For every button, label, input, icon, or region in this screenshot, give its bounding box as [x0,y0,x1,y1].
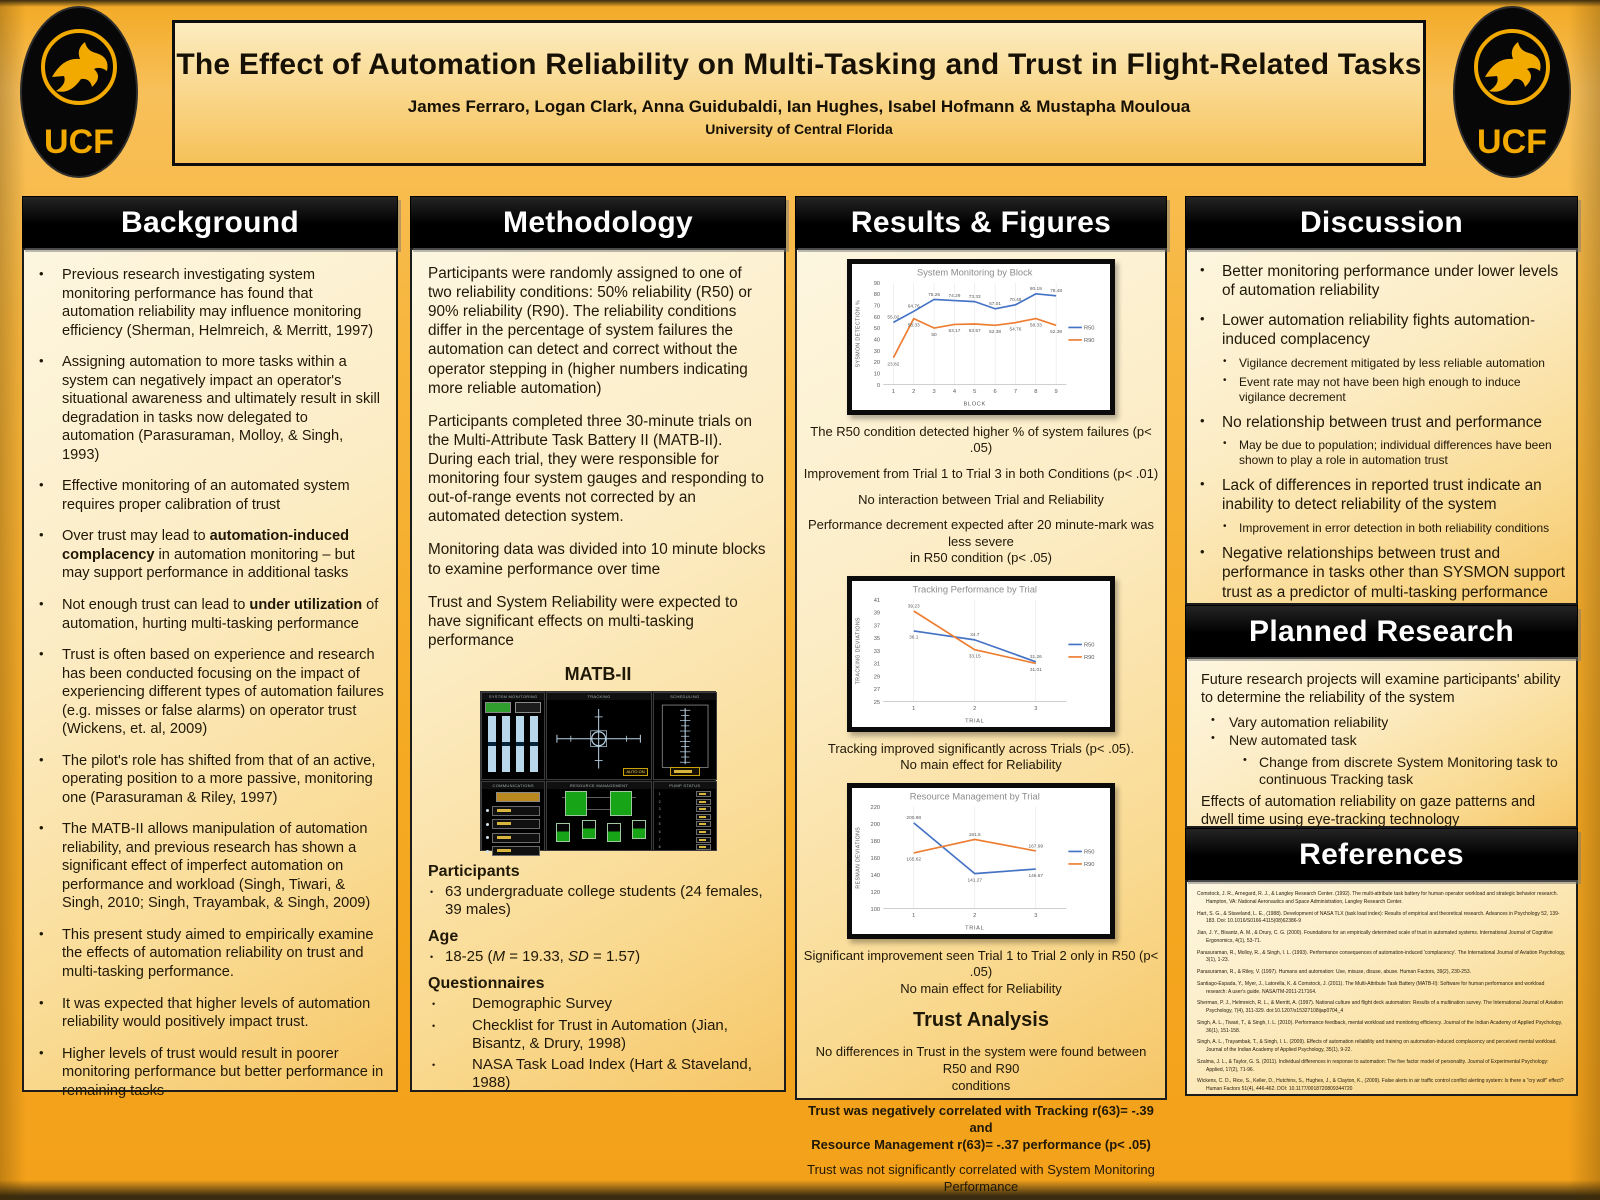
background-header: Background [22,196,398,248]
bullet-item [1223,521,1566,536]
bullet-item [34,752,384,808]
matb-tracking-panel [546,692,651,780]
results-panel [795,248,1167,1194]
svg-text:67.01: 67.01 [989,302,1002,308]
bullet-item [34,477,384,514]
svg-text:64.76: 64.76 [907,304,920,310]
trust-analysis-heading: Trust Analysis [913,1009,1049,1032]
methodology-section [410,196,786,1092]
svg-text:36.1: 36.1 [909,635,919,641]
svg-text:75.26: 75.26 [928,292,941,298]
sysmon-gauges [488,716,538,772]
resource-management-chart [847,783,1115,939]
svg-text:70.48: 70.48 [1009,298,1022,304]
bullet-marker: • [39,1044,44,1060]
chart-svg [852,264,1110,410]
bullet-text: Effects of automation reliability on gaze patterns and dwell time using eye-tracking technology [1201,793,1536,829]
reference-item: Parasuraman, R., & Riley, V. (1997). Humans and automation: Use, misuse, disuse, abuse. Human Factors, 39(2), 230-253. [1197,969,1472,975]
reference-item: Parasuraman, R., Molloy, R., & Singh, I. L. (1993). Performance consequences of automation-induced 'complacency'. The International Journal of Aviation Psychology, 3(1), 1-23. [1197,949,1566,964]
participants-list [428,883,768,920]
bullet-item [1243,754,1562,789]
paragraph: Trust and System Reliability were expected to have significant effects on multi-tasking performance [428,593,738,649]
bullet-text: It was expected that higher levels of automation reliability would positively impact trust. [62,995,371,1031]
svg-text:R90: R90 [1083,655,1095,662]
bullet-marker: • [1223,355,1227,367]
svg-text:80.19: 80.19 [1029,287,1042,293]
references-list [1197,891,1566,1094]
svg-text:141.27: 141.27 [967,878,983,884]
bullet-text: Effective monitoring of an automated system requires proper calibration of trust [62,478,350,513]
results-notes-chart3 [803,948,1159,998]
svg-text:58.33: 58.33 [1029,323,1042,329]
participants-label: Participants [428,862,520,880]
matb-resman-title: RESOURCE MANAGEMENT [547,782,650,789]
reference-item: Sherman, P. J., Helmreich, R. L., & Merritt, A. (1997). National culture and flight deck automation: Results of a multination survey. The International Journal of Aviation Psychology, 7(4), 311-329. doi:10.1207/s15327108ijap0704_4 [1197,1000,1563,1014]
svg-text:1: 1 [912,706,916,713]
bullet-item [34,820,384,913]
result-note: Trust was negatively correlated with Tracking r(63)= -.39 and Resource Management r(63)= -.37 performance (p< .05) [808,1103,1154,1152]
comm-radio-box [492,846,540,856]
bullet-item [34,995,384,1032]
bullet-item [34,266,384,340]
bullet-item [1223,438,1566,468]
bullet-marker: • [1200,262,1205,277]
svg-text:60: 60 [873,314,881,321]
svg-text:78.48: 78.48 [1050,289,1063,295]
svg-text:31.01: 31.01 [1029,668,1042,674]
result-note: No differences in Trust in the system were found between R50 and R90 conditions [815,1044,1147,1093]
trust-paragraphs [803,1044,1159,1195]
bullet-item [34,646,384,739]
background-panel [22,248,398,1099]
svg-text:3: 3 [1034,912,1038,919]
svg-text:35: 35 [873,636,881,643]
poster-authors: James Ferraro, Logan Clark, Anna Guidubaldi, Ian Hughes, Isabel Hofmann & Mustapha Mouloua [407,97,1191,116]
svg-text:6: 6 [993,388,997,395]
scheduling-elapsed-time [670,767,700,776]
planned-research-blocks [1201,671,1562,830]
background-section [22,196,398,1099]
svg-text:181.5: 181.5 [968,832,981,838]
svg-text:7: 7 [1013,388,1018,395]
bullet-marker: • [1223,374,1227,386]
matb-comm-panel [481,781,545,851]
bullet-item [1201,671,1562,708]
bullet-marker: • [39,595,44,611]
bullet-text: May be due to population; individual differences have been shown to play a role in automation trust [1239,438,1552,468]
ucf-logo-text: UCF [44,123,114,161]
bullet-text: Assigning automation to more tasks within a system can negatively impact an operator's situational awareness and ultimately result in skill degradation in tasks now delegated to automation (Parasuraman, Molloy, & Singh, 1993) [62,354,380,463]
bullet-marker: • [430,951,434,962]
svg-text:30: 30 [873,348,881,355]
bullet-text: Improvement in error detection in both reliability conditions [1239,520,1550,535]
svg-text:33.15: 33.15 [968,654,981,660]
matb-pump-title: PUMP STATUS [654,782,716,789]
scheduling-timeline [654,700,716,772]
matb-scheduling-panel [653,692,717,780]
discussion-panel [1185,248,1578,605]
bullet-item [34,926,384,982]
bullet-item [1201,793,1562,830]
bullet-item [34,596,384,633]
paragraph: Monitoring data was divided into 10 minute blocks to examine performance over time [428,541,766,578]
sysmon-ok-button [485,702,511,713]
svg-text:200.98: 200.98 [906,816,922,822]
bullet-text: Over trust may lead to automation-induced complacency in automation monitoring – but may support performance in additional tasks [62,528,355,582]
bullet-text: Checklist for Trust in Automation (Jian, Bisantz, & Drury, 1998) [472,1016,728,1052]
bullet-marker: • [39,353,44,369]
methodology-panel [410,248,786,1092]
bullet-marker: • [1243,753,1247,766]
svg-text:180: 180 [870,838,881,845]
svg-text:52.38: 52.38 [1050,330,1063,336]
bullet-item [1195,544,1566,602]
result-note: Tracking improved significantly across Trials (p< .05). No main effect for Reliability [827,740,1135,773]
bullet-marker: • [39,527,44,543]
matb-screenshot [480,691,716,851]
result-note: Trust was not significantly correlated with System Monitoring Performance [807,1162,1155,1194]
reference-item: Santiago-Espada, Y., Myer, J., Latorella, K. & Comstock, J. (2011). The Multi-Attribute Task Battery (MATB-II): Software for human performance and workload research: A user's guide. NASA/TM-2011-217164. [1197,980,1545,995]
bullet-marker: • [39,820,44,836]
bullet-text: Vigilance decrement mitigated by less reliable automation [1239,355,1545,370]
reference-item: Jian, J. Y., Bisantz, A. M., & Drury, C. G. (2000). Foundations for an empirically determined scale of trust in automated systems. International Journal of Cognitive Ergonomics, 4(1), 53-71. [1197,930,1553,944]
bullet-item [1211,732,1562,750]
ucf-logo-left [18,5,140,179]
resman-tank-c [556,823,570,842]
bullet-item [1195,476,1566,515]
matb-scheduling-title: SCHEDULING [654,693,716,700]
svg-text:TRIAL: TRIAL [965,925,985,932]
resman-tank-f [632,820,646,839]
bullet-marker: • [39,477,44,493]
bullet-text: 18-25 (M = 19.33, SD = 1.57) [445,947,641,965]
reference-item: Hart, S. G., & Staveland, L. E., (1988). Development of NASA TLX (task load index): Results of empirical and theoretical research. Advances in Psychology 52, 139-183. Doi: 10.1016/S0166-4115(08)62386-9 [1197,910,1560,925]
svg-text:200: 200 [870,821,881,828]
chart-svg [852,788,1110,934]
svg-text:TRACKING DEVIATIONS: TRACKING DEVIATIONS [855,617,862,685]
svg-text:52.38: 52.38 [989,330,1002,336]
svg-text:25: 25 [873,699,881,706]
svg-text:BLOCK: BLOCK [963,401,987,408]
svg-text:R50: R50 [1083,642,1095,649]
bullet-item [34,1045,384,1101]
resman-tank-b [610,791,632,816]
bullet-text: 63 undergraduate college students (24 females, 39 males) [445,882,763,919]
matb-tracking-title: TRACKING [547,693,650,700]
svg-text:29: 29 [873,674,881,681]
background-bullets [34,266,384,1100]
svg-text:R90: R90 [1083,338,1095,345]
svg-text:31.26: 31.26 [1029,655,1042,661]
sysmon-warn-button [515,702,541,713]
bullet-text: Better monitoring performance under lower levels of automation reliability [1222,263,1559,300]
svg-text:10: 10 [873,371,881,378]
matb-sysmon-panel [481,692,545,780]
methodology-paragraphs [428,264,768,650]
bullet-marker: • [1211,732,1215,745]
bullet-item [1223,375,1566,405]
svg-text:100: 100 [870,906,881,913]
bullet-text: Previous research investigating system monitoring performance has found that automation reliability may influence monitoring efficiency (Sherman, Helmreich, & Merritt, 1997) [62,267,374,339]
svg-text:31: 31 [873,661,881,668]
svg-text:SYSMON DETECTION %: SYSMON DETECTION % [855,299,862,368]
bullet-item [1195,311,1566,350]
reference-item: Singh, A. L., Tiwari, T., & Singh, I. L. (2010). Performance feedback, mental workload and monitoring efficiency. Journal of the Indian Academy of Applied Psychology, 36(1), 151-158. [1197,1019,1563,1034]
bullet-text: New automated task [1229,732,1357,749]
svg-text:8: 8 [1034,388,1038,395]
result-note: No interaction between Trial and Reliability [858,491,1104,507]
svg-text:160: 160 [870,855,881,862]
questionnaires-label: Questionnaires [428,974,545,992]
results-section [795,196,1167,1194]
bullet-text: Vary automation reliability [1229,713,1389,730]
bullet-item [1195,262,1566,301]
svg-text:146.67: 146.67 [1028,873,1044,879]
svg-text:54.76: 54.76 [1009,327,1022,333]
ucf-logo-text: UCF [1477,123,1547,161]
resman-tank-d [582,820,596,839]
bullet-item [1195,413,1566,432]
bullet-marker: • [39,646,44,662]
bullet-text: NASA Task Load Index (Hart & Staveland, 1988) [472,1056,752,1092]
bullet-text: Event rate may not have been high enough to induce vigilance decrement [1239,374,1521,404]
svg-text:1: 1 [891,388,895,395]
bullet-marker: • [432,1020,436,1031]
tracking-auto-on-badge: AUTO ON [623,768,647,776]
bullet-text: The MATB-II allows manipulation of automation reliability, and previous research has shown a significant effect of imperfect automation on performance and workload (Singh, Tiwari, & Singh, 2010; Singh, Trayambak, & Singh, 2009) [62,821,371,912]
bullet-item [428,1017,768,1054]
bullet-text: Change from discrete System Monitoring task to continuous Tracking task [1259,753,1558,788]
bullet-marker: • [1223,520,1227,532]
reference-item: Szalma, J. L., & Taylor, G. S. (2011). Individual differences in response to automation: The five factor model of personality. Journal of Experimental Psychology: Applied, 17(2), 71-96. [1197,1058,1549,1073]
svg-text:27: 27 [873,687,881,694]
reference-item: Singh, A. L., Trayambak, T., & Singh, I. L. (2009). Effects of automation reliability and training on automation-induced complacency and perceived mental workload. Journal of the Indian Academy of Applied Psychology, 35(1), 9-22. [1197,1039,1557,1053]
bullet-marker: • [1200,543,1205,559]
bullet-marker: • [1211,713,1215,726]
results-notes-chart2 [803,741,1159,774]
bullet-marker: • [39,266,44,281]
matb-sysmon-title: SYSTEM MONITORING [482,693,544,700]
bullet-item [1211,714,1562,732]
svg-text:55.02: 55.02 [887,315,900,321]
comm-radio-box [492,833,540,843]
poster-affiliation: University of Central Florida [705,121,893,137]
result-note: Performance decrement expected after 20 minute-mark was less severe in R50 condition (p< .05) [807,517,1155,566]
bullet-item [428,1056,768,1093]
svg-text:Resource Management by Trial: Resource Management by Trial [909,791,1040,802]
bullet-item [34,527,384,583]
svg-text:39: 39 [873,610,881,617]
svg-text:90: 90 [873,280,881,287]
svg-text:50: 50 [873,326,881,333]
bullet-text: The pilot's role has shifted from that of an active, operating position to a more passive, monitoring one (Parasuraman & Riley, 1997) [62,752,376,806]
svg-text:73.33: 73.33 [968,294,981,300]
svg-text:39.23: 39.23 [907,604,920,610]
bullet-marker: • [430,886,434,897]
discussion-section [1185,196,1578,1096]
chart-svg [852,581,1110,727]
bullet-item [428,883,768,920]
svg-text:R50: R50 [1083,849,1095,856]
svg-text:4: 4 [952,388,957,395]
results-notes-chart1 [803,424,1159,567]
resman-tank-e [607,823,621,842]
svg-text:0: 0 [876,382,881,389]
svg-text:74.29: 74.29 [948,293,961,299]
results-header: Results & Figures [795,196,1167,248]
svg-text:RESMAN DEVIATIONS: RESMAN DEVIATIONS [855,826,862,889]
bullet-text: Negative relationships between trust and performance in tasks other than SYSMON support trust as a predictor of multi-tasking performance [1222,544,1566,601]
bullet-text: Lack of differences in reported trust indicate an inability to detect reliability of the system [1222,477,1542,514]
references-panel [1185,880,1578,1096]
resman-tank-a [565,791,587,816]
svg-text:41: 41 [873,597,881,604]
paragraph: Participants were randomly assigned to one of two reliability conditions: 50% reliability (R50) or 90% reliability (R90). The reliability conditions differ in the percentage of system failures the automation can detect and correct without the operator stepping in (higher numbers indicating more reliable automation) [428,265,752,397]
svg-text:167.99: 167.99 [1028,844,1044,850]
bullet-text: Future research projects will examine participants' ability to determine the reliability of the system [1201,672,1561,707]
svg-text:58.33: 58.33 [907,323,920,329]
svg-text:220: 220 [870,804,881,811]
bullet-marker: • [1200,310,1205,326]
svg-text:37: 37 [873,623,881,630]
bullet-marker: • [39,751,44,767]
bullet-marker: • [1223,438,1227,450]
svg-text:33: 33 [873,648,881,655]
bullet-marker: • [39,925,44,941]
age-list [428,948,768,967]
matb-pump-panel: PUMP STATUS 1 2 3 4 5 6 7 8 [653,781,717,851]
poster-title: The Effect of Automation Reliability on Multi-Tasking and Trust in Flight-Related Tasks [176,48,1422,81]
svg-text:120: 120 [870,889,881,896]
svg-text:2: 2 [912,388,916,395]
svg-text:3: 3 [932,388,936,395]
svg-text:140: 140 [870,872,881,879]
bullet-text: Higher levels of trust would result in poorer monitoring performance but better performance in remaining tasks [62,1045,384,1099]
matb-comm-title: COMMUNICATIONS [482,782,544,789]
bullet-marker: • [1200,476,1205,492]
bullet-marker: • [432,1060,436,1071]
bullet-item [428,995,768,1014]
svg-text:34.7: 34.7 [970,633,980,639]
svg-text:53.57: 53.57 [968,328,981,334]
age-label: Age [428,927,459,945]
comm-radio-box [492,819,540,829]
svg-text:R90: R90 [1083,861,1095,868]
title-banner [172,20,1426,166]
reference-item: Comstock, J. R., Arnegard, R. J., & Langley Research Center. (1992). The multi-attribute task battery for human operator workload and strategic behavior research. Hampton, VA: National Aeronautics and Space Administration, Langley Research Center. [1197,891,1558,905]
bullet-item [34,353,384,464]
bullet-marker: • [1200,412,1205,428]
comm-radio-box [492,806,540,816]
discussion-bullets [1195,262,1566,602]
svg-text:System Monitoring by Block: System Monitoring by Block [917,267,1033,278]
paragraph: Participants completed three 30-minute trials on the Multi-Attribute Task Battery II (MATB-II). During each trial, they were responsible for monitoring four system gauges and responding to out-of-range events not corrected by an automated detection system. [428,412,764,526]
methodology-header: Methodology [410,196,786,248]
system-monitoring-chart [847,259,1115,415]
result-note: The R50 condition detected higher % of system failures (p< .05) [810,423,1152,456]
svg-text:1: 1 [912,912,916,919]
bullet-marker: • [432,998,436,1009]
svg-text:Tracking Performance by Trial: Tracking Performance by Trial [912,584,1038,595]
bullet-text: This present study aimed to empirically examine the effects of automation reliability on trust and multi-tasking performance. [62,926,374,980]
bullet-item [1223,356,1566,371]
result-note: Significant improvement seen Trial 1 to Trial 2 only in R50 (p< .05) No main effect for Reliability [803,947,1159,996]
bullet-item [428,948,768,967]
svg-text:5: 5 [973,388,977,395]
references-header: References [1185,828,1578,880]
svg-text:50: 50 [931,332,937,338]
svg-text:TRIAL: TRIAL [965,718,985,725]
bullet-text: Trust is often based on experience and research has been conducted focusing on the impact of experiencing different types of automation failures (e.g. misses or false alarms) on operator trust (Wickens, et. al, 2009) [62,647,384,738]
questionnaires-list [428,995,768,1093]
svg-text:2: 2 [973,706,977,713]
svg-text:3: 3 [1034,706,1038,713]
svg-text:R50: R50 [1083,325,1095,332]
result-note: Improvement from Trial 1 to Trial 3 in both Conditions (p< .01) [803,465,1159,481]
svg-text:70: 70 [873,303,881,310]
matb-resman-panel [546,781,651,851]
matb-label: MATB-II [564,663,632,684]
ucf-logo-right [1446,5,1578,179]
bullet-marker: • [39,994,44,1010]
discussion-header: Discussion [1185,196,1578,248]
reference-item: Wickens, C. D., Rice, S., Keller, D., Hutchins, S., Hughes, J., & Clayton, K., (2009). False alerts in air traffic control conflict alerting system: Is there a "cry wolf" effect? Human Factors 51(4), 446-462. DOI: 10.1177/0018720809344720 [1197,1078,1564,1092]
svg-text:9: 9 [1054,388,1058,395]
tracking-chart [847,576,1115,732]
planned-research-panel [1185,657,1578,828]
bullet-text: Not enough trust can lead to under utilization of automation, hurting multi-tasking performance [62,596,379,632]
svg-text:80: 80 [873,292,881,299]
planned-research-header: Planned Research [1185,605,1578,657]
comm-freq-button [496,792,540,802]
svg-text:20: 20 [873,360,881,367]
svg-text:53.17: 53.17 [948,329,961,335]
svg-text:165.62: 165.62 [906,857,922,863]
svg-text:2: 2 [973,912,977,919]
svg-text:23.82: 23.82 [887,362,900,368]
svg-text:40: 40 [873,337,881,344]
bullet-text: Lower automation reliability fights automation-induced complacency [1222,311,1536,349]
bullet-text: No relationship between trust and performance [1222,413,1542,431]
bullet-text: Demographic Survey [472,994,613,1012]
